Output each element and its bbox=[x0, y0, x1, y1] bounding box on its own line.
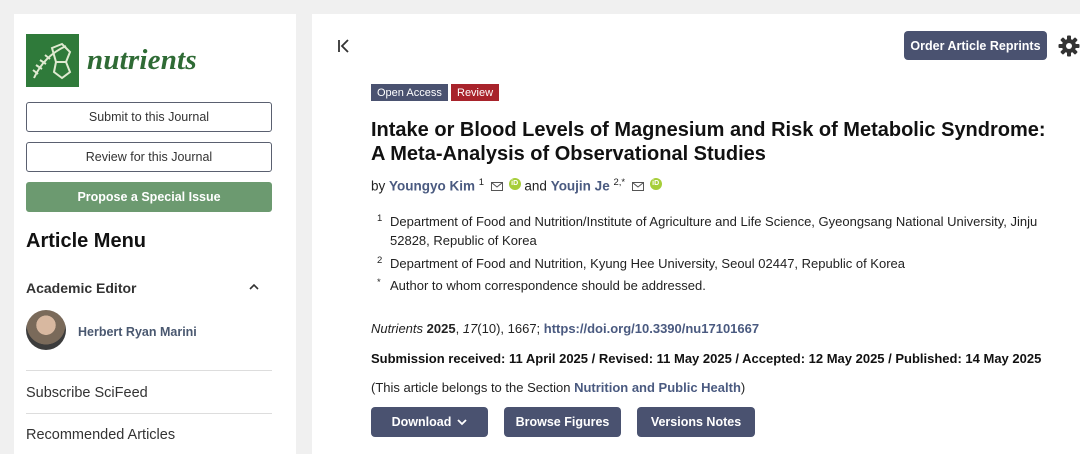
affiliation-text: Author to whom correspondence should be addressed. bbox=[390, 278, 706, 293]
subscribe-scifeed-link[interactable]: Subscribe SciFeed bbox=[26, 385, 148, 401]
author-affiliation-marker: 1 bbox=[478, 177, 485, 188]
section-prefix: (This article belongs to the Section bbox=[371, 380, 571, 395]
order-reprints-button[interactable]: Order Article Reprints bbox=[904, 31, 1047, 60]
section-line bbox=[371, 380, 745, 395]
article-panel bbox=[312, 14, 1080, 454]
propose-special-issue-button[interactable]: Propose a Special Issue bbox=[26, 182, 272, 212]
author-link[interactable]: Youngyo Kim bbox=[389, 178, 476, 194]
download-label: Download bbox=[391, 415, 452, 429]
citation-volume: 17 bbox=[462, 321, 478, 336]
open-access-badge: Open Access bbox=[371, 84, 448, 101]
citation-line: Nutrients 2025, 17(10), 1667; https://doi.org/10.3390/nu17101667 bbox=[371, 321, 760, 336]
orcid-icon[interactable]: iD bbox=[509, 178, 521, 190]
collapse-sidebar-icon[interactable] bbox=[336, 38, 352, 54]
and-label: and bbox=[524, 178, 547, 194]
recommended-articles-link[interactable]: Recommended Articles bbox=[26, 427, 176, 443]
nutrients-logo-icon bbox=[26, 34, 79, 87]
affiliation-number: 1 bbox=[377, 213, 383, 224]
divider bbox=[26, 413, 272, 414]
author-list bbox=[371, 177, 662, 194]
article-title bbox=[371, 118, 1051, 166]
versions-notes-button[interactable]: Versions Notes bbox=[637, 407, 755, 437]
doi-link[interactable]: https://doi.org/10.3390/nu17101667 bbox=[543, 321, 760, 336]
article-title-line-2: A Meta-Analysis of Observational Studies bbox=[371, 143, 766, 165]
article-menu-heading: Article Menu bbox=[26, 230, 147, 252]
author-affiliation-marker: 2,* bbox=[613, 177, 626, 188]
journal-name: nutrients bbox=[87, 44, 197, 76]
editor-name-link[interactable]: Herbert Ryan Marini bbox=[78, 325, 197, 339]
section-link[interactable]: Nutrition and Public Health bbox=[574, 380, 741, 395]
chevron-up-icon[interactable] bbox=[249, 280, 259, 294]
review-for-journal-button[interactable]: Review for this Journal bbox=[26, 142, 272, 172]
review-badge: Review bbox=[451, 84, 499, 101]
by-label: by bbox=[371, 178, 386, 194]
browse-figures-button[interactable]: Browse Figures bbox=[504, 407, 621, 437]
author-link[interactable]: Youjin Je bbox=[550, 178, 610, 194]
submit-to-journal-button[interactable]: Submit to this Journal bbox=[26, 102, 272, 132]
citation-issue-pages: (10), 1667; bbox=[477, 321, 541, 336]
affiliation-number: 2 bbox=[377, 255, 383, 266]
download-button[interactable] bbox=[371, 407, 488, 437]
section-suffix: ) bbox=[740, 380, 746, 395]
affiliation-item bbox=[377, 212, 1057, 250]
email-icon[interactable] bbox=[491, 179, 503, 194]
citation-journal: Nutrients bbox=[371, 321, 424, 336]
academic-editor-toggle[interactable]: Academic Editor bbox=[26, 280, 137, 296]
orcid-icon[interactable]: iD bbox=[650, 178, 662, 190]
email-icon[interactable] bbox=[632, 179, 644, 194]
article-title-line-1: Intake or Blood Levels of Magnesium and Risk of Metabolic Syndrome: bbox=[371, 119, 1046, 141]
divider bbox=[26, 370, 272, 371]
citation-year: 2025 bbox=[426, 321, 456, 336]
affiliation-text: Department of Food and Nutrition, Kyung Hee University, Seoul 02447, Republic of Korea bbox=[390, 256, 905, 271]
sidebar bbox=[14, 14, 296, 454]
affiliation-item bbox=[377, 254, 1057, 273]
chevron-down-icon bbox=[457, 419, 467, 426]
gear-icon[interactable] bbox=[1058, 35, 1080, 57]
journal-logo[interactable] bbox=[26, 34, 197, 87]
publication-dates: Submission received: 11 April 2025 / Revised: 11 May 2025 / Accepted: 12 May 2025 / Published: 14 May 2025 bbox=[371, 351, 1042, 366]
affiliation-text: Department of Food and Nutrition/Institute of Agriculture and Life Science, Gyeongsang National University, Jinju 52828, Republic of Korea bbox=[390, 214, 1038, 248]
editor-avatar bbox=[26, 310, 66, 350]
affiliation-number: * bbox=[377, 277, 381, 288]
affiliation-item bbox=[377, 276, 1057, 295]
